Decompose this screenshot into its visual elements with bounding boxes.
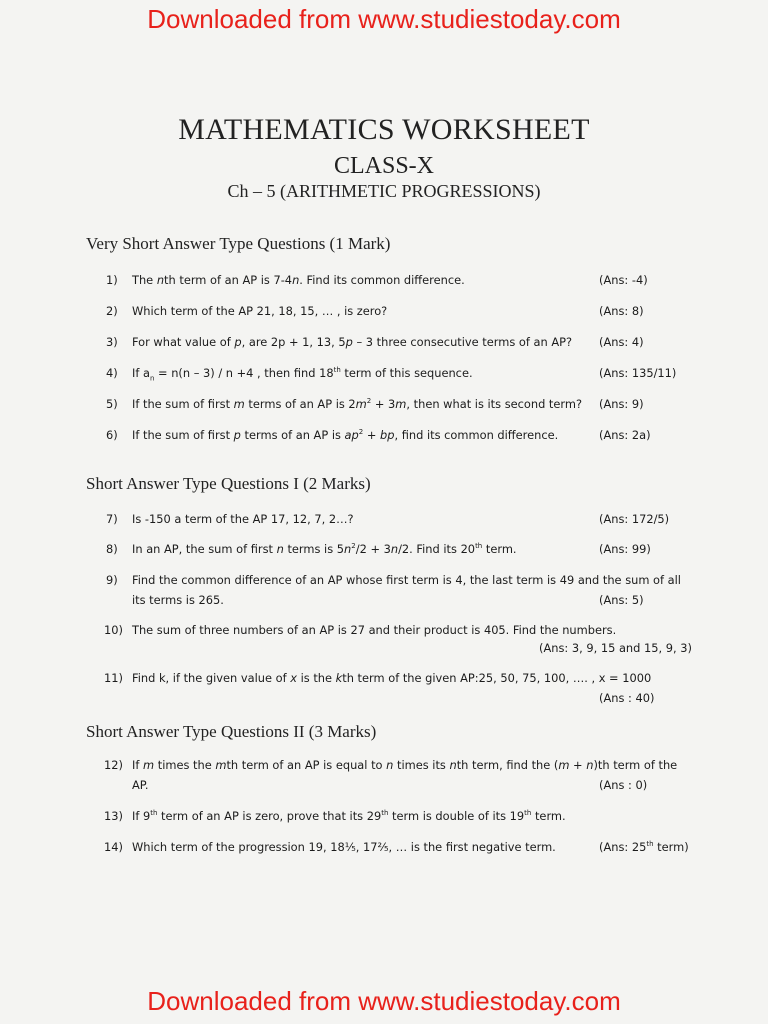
download-banner-bottom: Downloaded from www.studiestoday.com (147, 986, 621, 1016)
question-item (106, 301, 696, 321)
question-text: If m times the mth term of an AP is equal to n times its nth term, find the (m + n)th term of the (132, 758, 678, 772)
worksheet-title: MATHEMATICS WORKSHEET (178, 113, 590, 146)
question-item (106, 425, 696, 445)
question-number: 12) (104, 758, 123, 772)
question-item (106, 270, 696, 290)
chapter-label: Ch – 5 (ARITHMETIC PROGRESSIONS) (227, 181, 541, 201)
question-text: For what value of p, are 2p + 1, 13, 5p – 3 three consecutive terms of an AP? (132, 335, 573, 349)
question-number: 7) (106, 512, 118, 526)
question-item (106, 837, 696, 857)
answer-label: (Ans: 9) (599, 397, 644, 411)
question-text: Find the common difference of an AP whose first term is 4, the last term is 49 and the sum of all (132, 573, 681, 587)
question-text: In an AP, the sum of first n terms is $5n^2/2 + 3n/2$. Find its 20th term. (132, 542, 517, 556)
question-text: If 9th term of an AP is zero, prove that its 29th term is double of its 19th term. (132, 809, 566, 823)
question-number: 5) (106, 397, 118, 411)
answer-label: (Ans: 4) (599, 335, 644, 349)
question-item-continuation (106, 775, 696, 795)
question-text: If the sum of first p terms of an AP is $ap^2$ + bp, find its common difference. (132, 428, 559, 442)
question-number: 11) (104, 671, 123, 685)
question-item (106, 806, 696, 826)
question-number: 3) (106, 335, 118, 349)
answer-label: (Ans: 99) (599, 542, 651, 556)
question-item (106, 509, 696, 529)
answer-label: (Ans: 2a) (599, 428, 651, 442)
question-number: 4) (106, 366, 118, 380)
answer-label: (Ans : 40) (599, 691, 655, 705)
question-text: Which term of the progression 19, 18⅕, 17⅖, … is the first negative term. (132, 840, 556, 854)
section-heading-2marks: Short Answer Type Questions I (2 Marks) (86, 474, 371, 493)
answer-label: (Ans: 25th term) (599, 840, 689, 854)
question-number: 2) (106, 304, 118, 318)
question-text: The nth term of an AP is 7-4n. Find its common difference. (132, 273, 465, 287)
question-text: Is -150 a term of the AP 17, 12, 7, 2…? (132, 512, 354, 526)
question-text: If $a_n = n(n - 3) / n +4$ , then find 18th term of this sequence. (132, 366, 473, 383)
answer-label: (Ans: 135/11) (599, 366, 677, 380)
question-number: 8) (106, 542, 118, 556)
answer-label: (Ans: 5) (599, 593, 644, 607)
question-text: The sum of three numbers of an AP is 27 and their product is 405. Find the numbers. (132, 623, 617, 637)
answer-label: (Ans: 3, 9, 15 and 15, 9, 3) (539, 641, 692, 655)
question-item-continuation (106, 590, 696, 610)
question-number: 13) (104, 809, 123, 823)
question-number: 10) (104, 623, 123, 637)
question-text: Which term of the AP 21, 18, 15, … , is zero? (132, 304, 388, 318)
answer-label: (Ans : 0) (599, 778, 648, 792)
question-item (106, 363, 696, 383)
question-text: If the sum of first m terms of an AP is $2m^2 + 3m$, then what is its second term? (132, 397, 583, 411)
section-heading-3marks: Short Answer Type Questions II (3 Marks) (86, 722, 377, 741)
question-item (106, 394, 696, 414)
answer-label: (Ans: 8) (599, 304, 644, 318)
answer-label: (Ans: -4) (599, 273, 648, 287)
question-item (106, 570, 696, 590)
section-heading-1mark: Very Short Answer Type Questions (1 Mark) (86, 234, 391, 253)
question-text: its terms is 265. (132, 593, 224, 607)
download-banner-top: Downloaded from www.studiestoday.com (147, 4, 621, 34)
question-number: 6) (106, 428, 118, 442)
question-text: Find k, if the given value of x is the kth term of the given AP:25, 50, 75, 100, …. , x = 1000 (132, 671, 652, 685)
question-item (106, 332, 696, 352)
question-item (106, 620, 696, 640)
answer-label: (Ans: 172/5) (599, 512, 670, 526)
question-number: 1) (106, 273, 118, 287)
question-number: 14) (104, 840, 123, 854)
question-number: 9) (106, 573, 118, 587)
question-item (106, 668, 696, 688)
question-text: AP. (132, 778, 149, 792)
question-item (106, 755, 696, 775)
class-label: CLASS-X (333, 153, 435, 179)
question-item (106, 539, 696, 559)
